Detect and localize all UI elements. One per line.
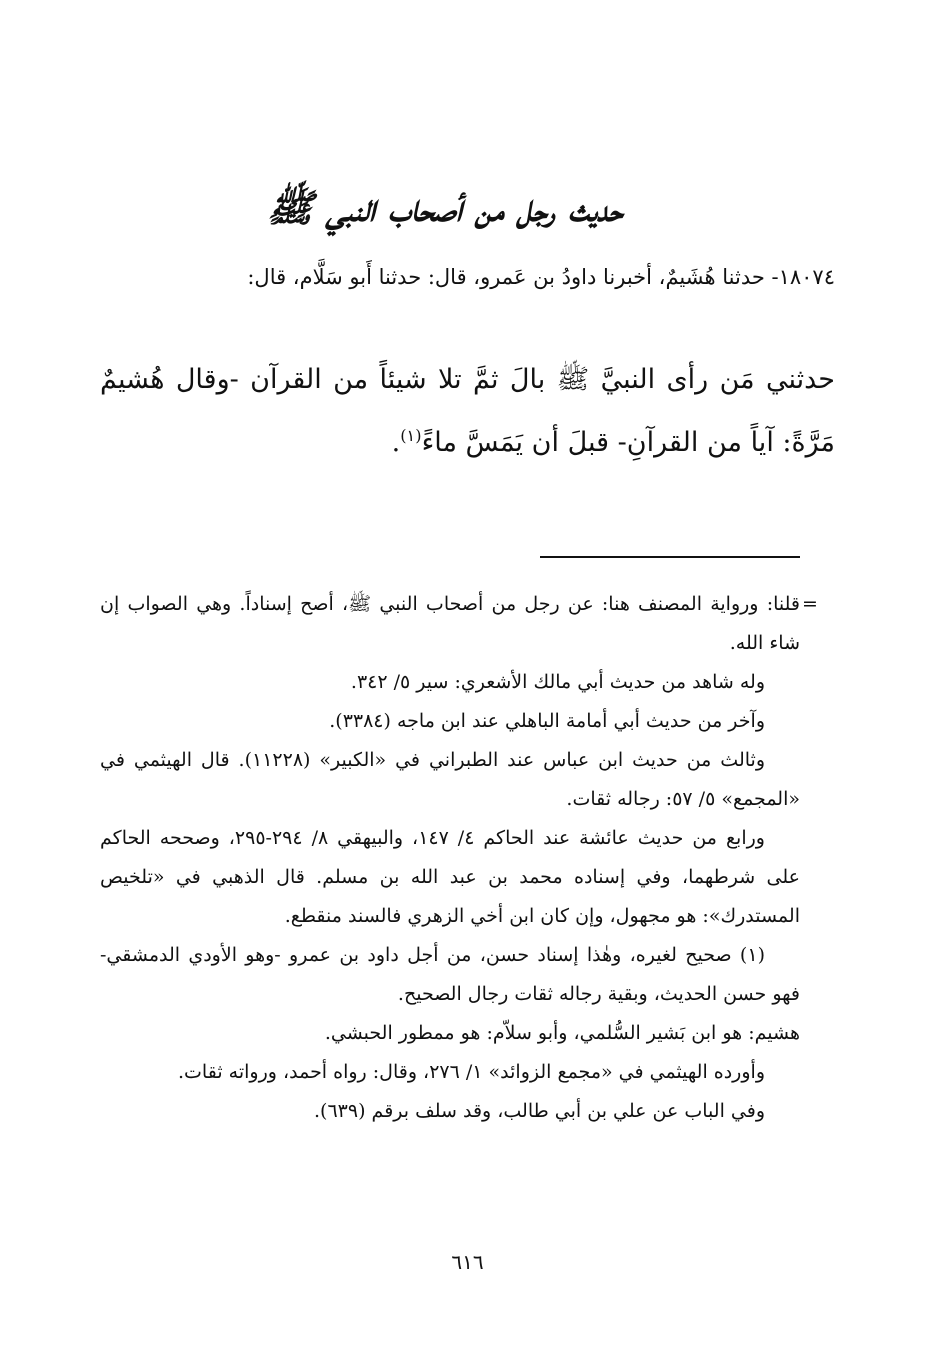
footnotes (100, 585, 800, 1131)
footnote-paragraph: وثالث من حديث ابن عباس عند الطبراني في «الكبير» (١١٢٢٨). قال الهيثمي في «المجمع» ٥/ ٥٧: رجاله ثقات. (100, 749, 800, 810)
footnote-paragraph: هشيم: هو ابن بَشير السُّلمي، وأبو سلاّم: هو ممطور الحبشي. (324, 1022, 800, 1044)
footnote-paragraph: وله شاهد من حديث أبي مالك الأشعري: سير ٥/ ٣٤٢. (350, 671, 765, 693)
footnote-paragraph: وفي الباب عن علي بن أبي طالب، وقد سلف برقم (٦٣٩). (314, 1100, 765, 1122)
hadith-number-line: ١٨٠٧٤- حدثنا هُشَيمٌ، أخبرنا داودُ بن عَمرو، قال: حدثنا أَبو سَلَّام، قال: (247, 265, 835, 289)
chapter-title: حديث رجل من أصحاب النبي ﷺ (267, 185, 623, 230)
hadith-text (100, 352, 835, 471)
hadith-end-punct: . (391, 427, 401, 458)
footnote-paragraph: وأورده الهيثمي في «مجمع الزوائد» ١/ ٢٧٦، وقال: رواه أحمد، ورواته ثقات. (178, 1061, 765, 1083)
page-number: ٦١٦ (451, 1250, 484, 1274)
footnote-paragraph: قلنا: ورواية المصنف هنا: عن رجل من أصحاب النبي ﷺ، أصح إسناداً. وهي الصواب إن شاء الله. (100, 593, 800, 654)
footnote-separator (540, 556, 800, 558)
footnote-paragraph: وآخر من حديث أبي أمامة الباهلي عند ابن ماجه (٣٣٨٤). (329, 710, 765, 732)
footnote-paragraph: (١) صحيح لغيره، وهٰذا إسناد حسن، من أجل داود بن عمرو -وهو الأودي الدمشقي- فهو حسن الحديث، وبقية رجاله ثقات رجال الصحيح. (100, 944, 800, 1005)
hadith-matn: حدثني مَن رأى النبيَّ ﷺ بالَ ثمَّ تلا شيئاً من القرآن -وقال هُشيمٌ مَرَّةً: آياً من القرآنِ- قبلَ أن يَمَسَّ ماءً (100, 364, 835, 458)
footnote-paragraph: ورابع من حديث عائشة عند الحاكم ٤/ ١٤٧، والبيهقي ٨/ ٢٩٤-٢٩٥، وصححه الحاكم على شرطهما، وفي إسناده محمد بن عبد الله بن مسلم. قال الذهبي في «تلخيص المستدرك»: هو مجهول، وإن كان ابن أخي الزهري فالسند منقطع. (100, 827, 800, 927)
footnote-ref: (١) (400, 426, 422, 445)
continuation-mark: = (802, 593, 818, 615)
